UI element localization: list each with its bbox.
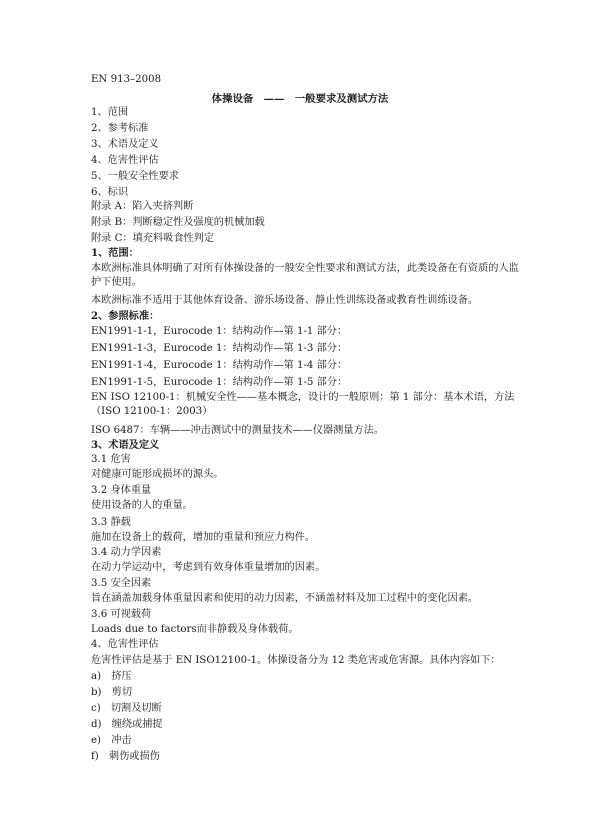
reference-item: EN1991-1-4，Eurocode 1：结构动作—第 1-4 部分： (91, 360, 348, 371)
toc-item: 2、参考标准 (91, 123, 149, 134)
definition: 在动力学运动中，考虑到有效身体重量增加的因素。 (91, 562, 326, 573)
reference-item: EN1991-1-3，Eurocode 1：结构动作—第 1-3 部分： (91, 343, 348, 354)
reference-item: EN1991-1-5，Eurocode 1：结构动作—第 1-5 部分： (91, 377, 348, 388)
section-heading: 2、参照标准： (91, 310, 160, 322)
toc-item: 1、范围 (91, 107, 129, 118)
term: 3.4 动力学因素 (91, 547, 162, 558)
toc-item: 4、危害性评估 (91, 155, 159, 166)
paragraph: 危害性评估是基于 EN ISO12100-1。体操设备分为 12 类危害或危害源。具体内容如下： (91, 655, 501, 666)
list-item: a) 挤压 (91, 671, 132, 682)
definition: 使用设备的人的重量。 (91, 500, 193, 511)
section-heading: 4、危害性评估 (91, 639, 159, 650)
list-item: d) 缠绕或捕捉 (91, 719, 163, 730)
reference-item: ISO 6487：车辆——冲击测试中的测量技术——仪器测量方法。 (91, 425, 385, 436)
toc-item: 5、一般安全性要求 (91, 171, 179, 182)
term: 3.2 身体重量 (91, 485, 152, 496)
list-item: f) 刺伤或损伤 (91, 751, 160, 762)
term: 3.5 安全因素 (91, 578, 152, 589)
toc-item: 附录 B：判断稳定性及强度的机械加载 (91, 217, 265, 228)
section-heading: 3、术语及定义 (91, 439, 160, 451)
definition: Loads due to factors而非静载及身体载荷。 (91, 624, 299, 635)
definition: 对健康可能形成损坏的源头。 (91, 469, 224, 480)
toc-item: 3、术语及定义 (91, 139, 159, 150)
term: 3.3 静载 (91, 517, 131, 528)
term: 3.1 危害 (91, 454, 131, 465)
paragraph: 本欧洲标准具体明确了对所有体操设备的一般安全性要求和测试方法，此类设备在有资质的人监护下使用。 (91, 263, 519, 288)
reference-item: EN ISO 12100-1：机械安全性——基本概念，设计的一般原则：第 1 部分：基本术语，方法（ISO 12100-1：2003） (91, 392, 515, 417)
toc-item: 附录 C：填充料吸食性判定 (91, 233, 215, 244)
document-title: 体操设备 —— 一般要求及测试方法 (211, 93, 389, 105)
toc-item: 6、标识 (91, 187, 129, 198)
definition: 施加在设备上的载荷，增加的重量和预应力构件。 (91, 532, 316, 543)
list-item: b) 剪切 (91, 687, 133, 698)
toc-item: 附录 A：陷入夹挤判断 (91, 201, 194, 212)
document-code: EN 913–2008 (91, 74, 162, 85)
list-item: c) 切割及切断 (91, 703, 162, 714)
list-item: e) 冲击 (91, 735, 132, 746)
reference-item: EN1991-1-1，Eurocode 1：结构动作—第 1-1 部分： (91, 326, 348, 337)
paragraph: 本欧洲标准不适用于其他体育设备、游乐场设备、静止性训练设备或教育性训练设备。 (91, 295, 479, 306)
definition: 旨在涵盖加载身体重量因素和使用的动力因素，不涵盖材料及加工过程中的变化因素。 (91, 593, 479, 604)
term: 3.6 可视载荷 (91, 609, 152, 620)
section-heading: 1、范围： (91, 247, 139, 259)
